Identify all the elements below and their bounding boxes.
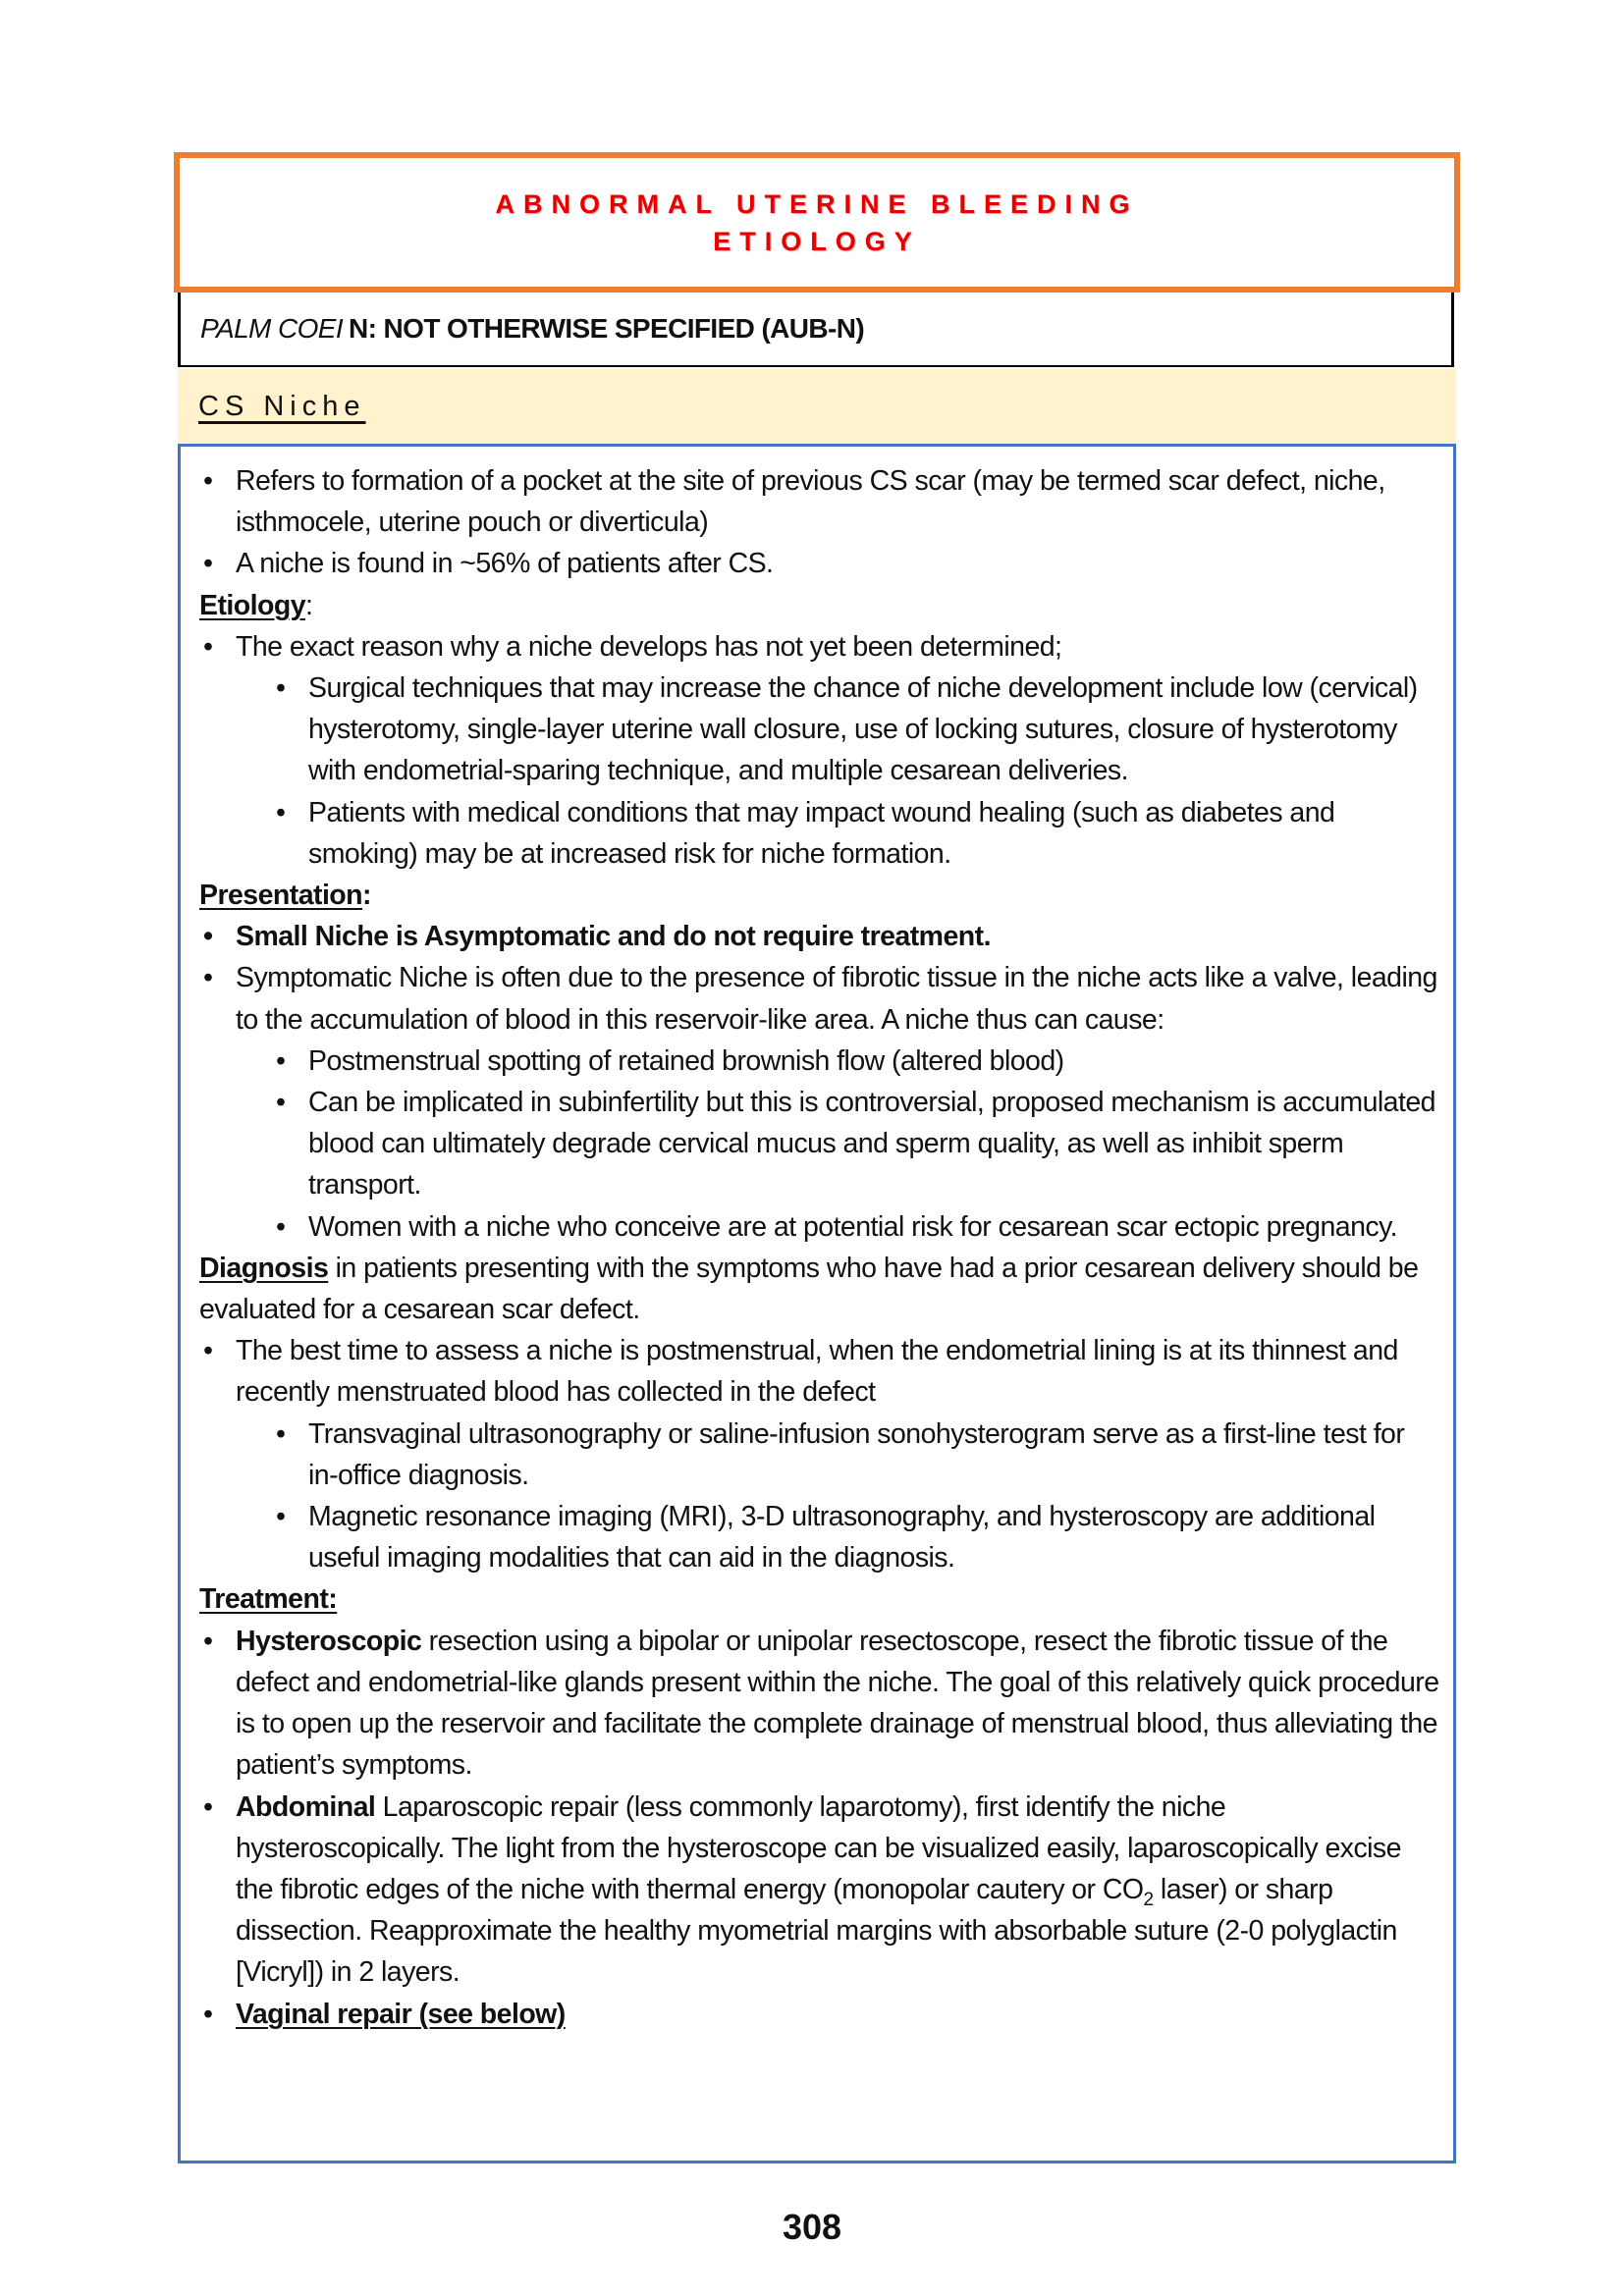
etiology-heading: Etiology [199,589,306,621]
title-box [174,152,1460,293]
list-item: • Refers to formation of a pocket at the site of previous CS scar (may be termed scar defect, niche, isthmocele, uterine pouch or diverticula) [199,460,1439,543]
list-item: • A niche is found in ~56% of patients after CS. [199,543,1439,584]
page-title-line-2: ETIOLOGY [713,226,921,256]
abdominal-text-cont: laser) or sharp dissection. Reapproximate the healthy myometrial margins with absorbable suture (2-0 polyglactin [Vicryl]) in 2 layers. [236,1873,1397,1989]
list-item: • Symptomatic Niche is often due to the presence of fibrotic tissue in the niche acts like a valve, leading to the accumulation of blood in this reservoir-like area. A niche thus can cause: [199,957,1439,1040]
etiology-heading-line [199,585,1439,626]
page-title-line-1: ABNORMAL UTERINE BLEEDING [495,188,1139,219]
abdominal-text: Laparoscopic repair (less commonly laparotomy), first identify the niche hysteroscopically. The light from the hysteroscope can be visualized easily, laparoscopically excise the fibrotic edges of the niche with thermal energy (monopolar cautery or CO [236,1790,1401,1905]
sub-list-item: • Magnetic resonance imaging (MRI), 3-D ultrasonography, and hysteroscopy are additional useful imaging modalities that can aid in the diagnosis. [199,1496,1439,1578]
subtitle-category: N: NOT OTHERWISE SPECIFIED (AUB-N) [349,313,865,344]
vaginal-repair-link[interactable]: Vaginal repair (see below) [236,1998,566,2030]
sub-list-item: • Patients with medical conditions that may impact wound healing (such as diabetes and smoking) may be at increased risk for niche formation. [199,792,1439,875]
sub-list-item: • Women with a niche who conceive are at potential risk for cesarean scar ectopic pregnancy. [199,1206,1439,1248]
presentation-heading-line [199,875,1439,916]
sub-list-item: • Postmenstrual spotting of retained brownish flow (altered blood) [199,1041,1439,1082]
heading-colon: : [362,880,371,912]
abdominal-label: Abdominal [236,1790,376,1823]
section-band [178,369,1456,444]
diagnosis-heading: Diagnosis [199,1252,329,1284]
subtitle-row [178,293,1454,367]
heading-colon: : [305,589,313,621]
subscript-2: 2 [1143,1889,1154,1910]
sub-list-item: • Transvaginal ultrasonography or saline-infusion sonohysterogram serve as a first-line test for in-office diagnosis. [199,1414,1439,1496]
list-item: • Small Niche is Asymptomatic and do not require treatment. [199,916,1439,957]
page-number: 308 [782,2207,842,2247]
hysteroscopic-text: resection using a bipolar or unipolar resectoscope, resect the fibrotic tissue of the defect and endometrial-like glands present within the niche. The goal of this relatively quick procedure is to open up the reservoir and facilitate the complete drainage of menstrual blood, thus alleviating the patient’s symptoms. [236,1625,1439,1782]
section-title: CS Niche [198,390,366,422]
list-item-hysteroscopic [199,1621,1439,1787]
presentation-heading: Presentation [199,880,363,912]
subtitle-classification: PALM COEI [200,313,344,344]
sub-list-item: • Can be implicated in subinfertility but this is controversial, proposed mechanism is accumulated blood can ultimately degrade cervical mucus and sperm quality, as well as inhibit sperm transport. [199,1082,1439,1206]
content-box [178,444,1456,2163]
list-item-abdominal [199,1787,1439,1994]
list-item-vaginal [199,1994,1439,2035]
diagnosis-intro: in patients presenting with the symptoms who have had a prior cesarean delivery should be evaluated for a cesarean scar defect. [199,1252,1419,1326]
diagnosis-paragraph [199,1248,1439,1330]
sub-list-item: • Surgical techniques that may increase the chance of niche development include low (cervical) hysterotomy, single-layer uterine wall closure, use of locking sutures, closure of hysterotomy with endometrial-sparing technique, and multiple cesarean deliveries. [199,667,1439,792]
list-item: • The exact reason why a niche develops has not yet been determined; [199,626,1439,667]
list-item: • The best time to assess a niche is postmenstrual, when the endometrial lining is at its thinnest and recently menstruated blood has collected in the defect [199,1330,1439,1413]
hysteroscopic-label: Hysteroscopic [236,1625,422,1657]
treatment-heading: Treatment: [199,1583,338,1616]
treatment-heading-line [199,1578,1439,1620]
content-body [199,460,1439,2035]
